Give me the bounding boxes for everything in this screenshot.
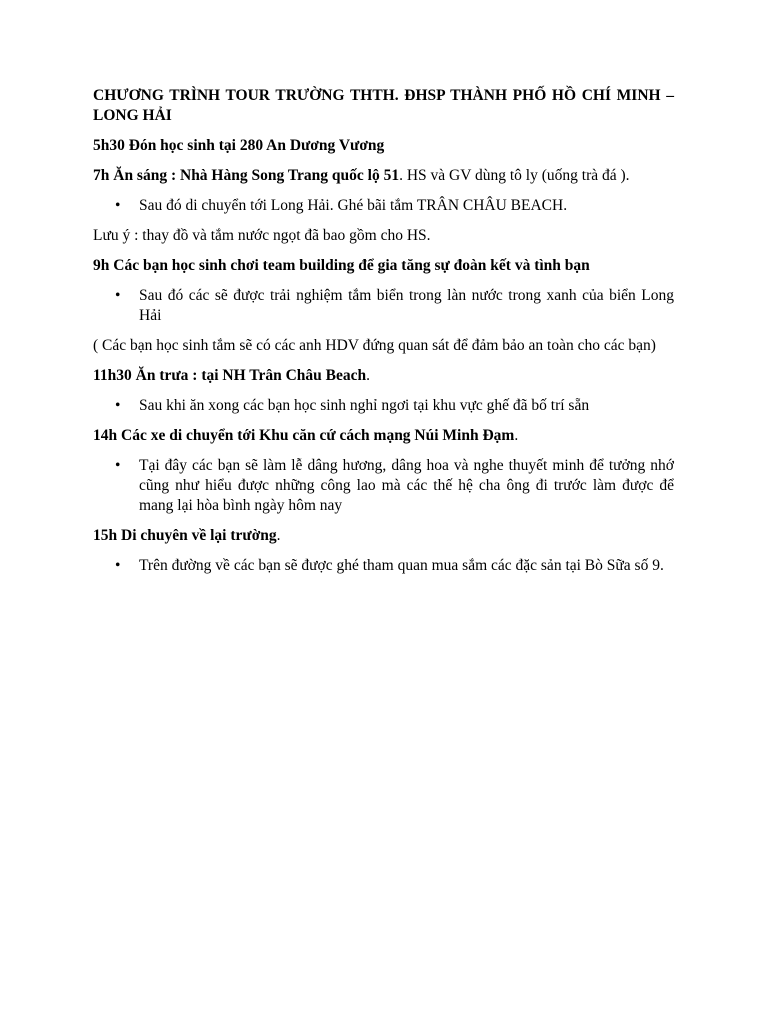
schedule-text: .: [366, 367, 370, 384]
bullet-icon: •: [115, 287, 121, 304]
bullet-list: [93, 456, 674, 516]
parenthetical-note: ( Các bạn học sinh tắm sẽ có các anh HDV đứng quan sát để đảm bảo an toàn cho các bạn): [93, 337, 656, 354]
list-item-text: Trên đường về các bạn sẽ được ghé tham quan mua sắm các đặc sản tại Bò Sữa số 9.: [139, 557, 664, 574]
page-title: CHƯƠNG TRÌNH TOUR TRƯỜNG THTH. ĐHSP THÀNH PHỐ HỒ CHÍ MINH – LONG HẢI: [93, 87, 674, 124]
bullet-list: [93, 556, 674, 576]
list-item-text: Tại đây các bạn sẽ làm lễ dâng hương, dâng hoa và nghe thuyết minh để tưởng nhớ cũng như hiểu được những công lao mà các thế hệ cha ông đi trước làm được để mang lại hòa bình ngày hôm nay: [139, 457, 674, 514]
bullet-list: [93, 396, 674, 416]
list-item: [93, 556, 674, 576]
schedule-heading: 9h Các bạn học sinh chơi team building để gia tăng sự đoàn kết và tình bạn: [93, 257, 590, 274]
list-item-text: Sau đó các sẽ được trải nghiệm tắm biển trong làn nước trong xanh của biển Long Hải: [139, 287, 674, 324]
schedule-heading: 7h Ăn sáng : Nhà Hàng Song Trang quốc lộ 51: [93, 167, 400, 184]
schedule-item-0700: [93, 166, 674, 186]
schedule-text: . HS và GV dùng tô ly (uống trà đá ).: [399, 167, 630, 184]
document-page: [93, 86, 674, 586]
schedule-heading: 14h Các xe di chuyển tới Khu căn cứ cách mạng Núi Minh Đạm: [93, 427, 515, 444]
bullet-icon: •: [115, 457, 121, 474]
list-item: [93, 456, 674, 516]
bullet-list: [93, 196, 674, 216]
list-item: [93, 396, 674, 416]
schedule-heading: 11h30 Ăn trưa : tại NH Trân Châu Beach: [93, 367, 367, 384]
bullet-icon: •: [115, 397, 121, 414]
list-item: [93, 286, 674, 326]
schedule-heading: 5h30 Đón học sinh tại 280 An Dương Vương: [93, 137, 385, 154]
list-item-text: Sau khi ăn xong các bạn học sinh nghỉ ngơi tại khu vực ghế đã bố trí sẵn: [139, 397, 590, 414]
schedule-item-0900: [93, 256, 674, 276]
bullet-icon: •: [115, 197, 121, 214]
schedule-text: .: [276, 527, 281, 544]
schedule-item-1500: [93, 526, 674, 546]
schedule-item-0530: [93, 136, 674, 156]
schedule-heading: 15h Di chuyên về lại trường: [93, 527, 277, 544]
note-text: Lưu ý : thay đồ và tắm nước ngọt đã bao gồm cho HS.: [93, 227, 431, 244]
list-item-text: Sau đó di chuyển tới Long Hải. Ghé bãi tắm TRÂN CHÂU BEACH.: [139, 197, 568, 214]
list-item: [93, 196, 674, 216]
bullet-list: [93, 286, 674, 326]
bullet-icon: •: [115, 557, 121, 574]
schedule-item-1400: [93, 426, 674, 446]
schedule-text: .: [514, 427, 519, 444]
schedule-item-1130: [93, 366, 674, 386]
